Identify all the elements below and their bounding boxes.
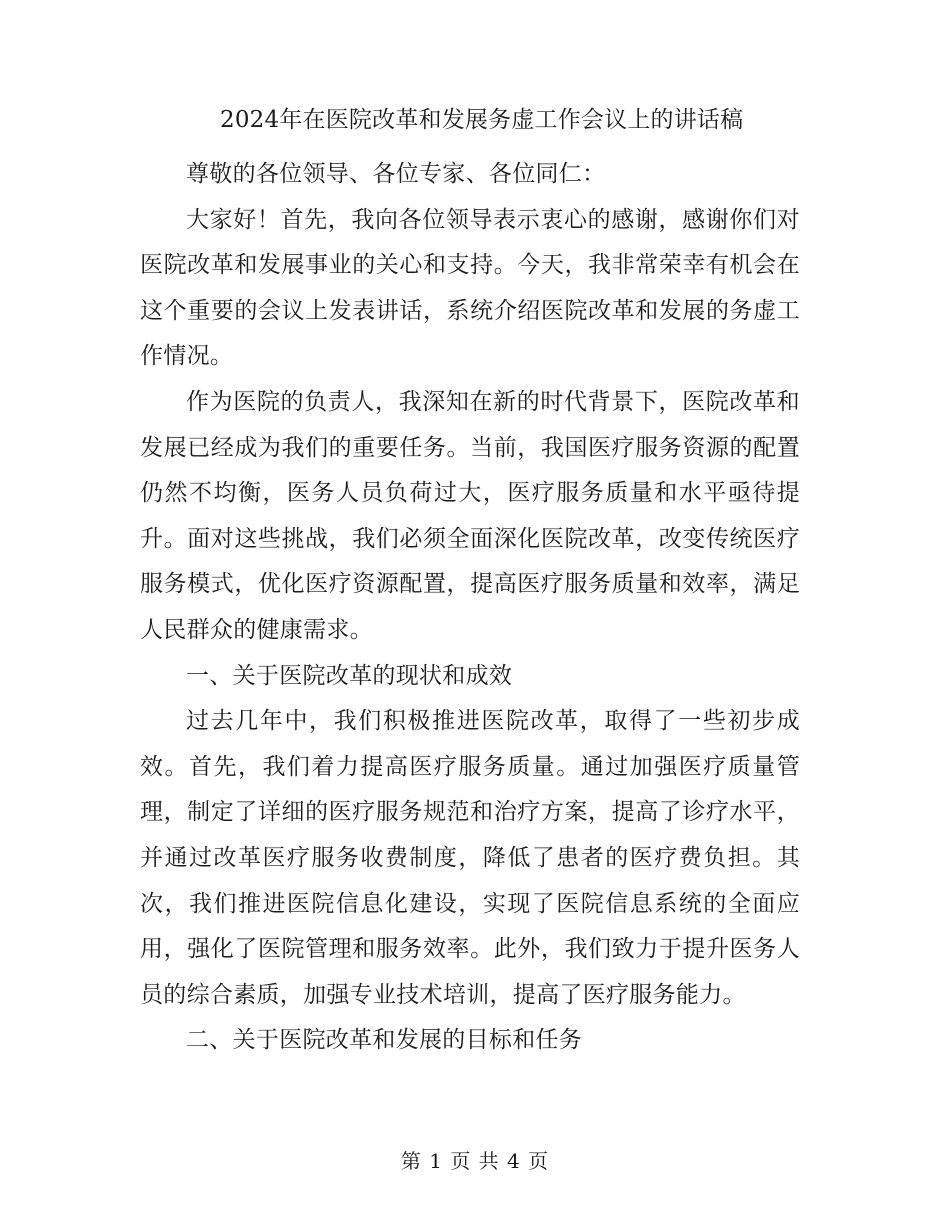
- salutation: 尊敬的各位领导、各位专家、各位同仁：: [186, 161, 606, 187]
- section-heading-2: 二、关于医院改革和发展的目标和任务: [186, 1027, 583, 1054]
- page-number-footer: 第 1 页 共 4 页: [400, 1149, 550, 1173]
- document-title: 2024年在医院改革和发展务虚工作会议上的讲话稿: [220, 107, 744, 133]
- section-heading-1: 一、关于医院改革的现状和成效: [186, 662, 513, 689]
- paragraph-2: 作为医院的负责人，我深知在新的时代背景下，医院改革和发展已经成为我们的重要任务。当前，我国医疗服务资源的配置仍然不均衡，医务人员负荷过大，医疗服务质量和水平亟待提升。面对这些挑战，我们必须全面深化医院改革，改变传统医疗服务模式，优化医疗资源配置，提高医疗服务质量和效率，满足人民群众的健康需求。: [140, 388, 800, 643]
- document-body: [140, 152, 800, 1064]
- paragraph-1: 大家好！首先，我向各位领导表示衷心的感谢，感谢你们对医院改革和发展事业的关心和支持。今天，我非常荣幸有机会在这个重要的会议上发表讲话，系统介绍医院改革和发展的务虚工作情况。: [140, 206, 800, 370]
- paragraph-3: 过去几年中，我们积极推进医院改革，取得了一些初步成效。首先，我们着力提高医疗服务质量。通过加强医疗质量管理，制定了详细的医疗服务规范和治疗方案，提高了诊疗水平，并通过改革医疗服务收费制度，降低了患者的医疗费负担。其次，我们推进医院信息化建设，实现了医院信息系统的全面应用，强化了医院管理和服务效率。此外，我们致力于提升医务人员的综合素质，加强专业技术培训，提高了医疗服务能力。: [140, 708, 800, 1008]
